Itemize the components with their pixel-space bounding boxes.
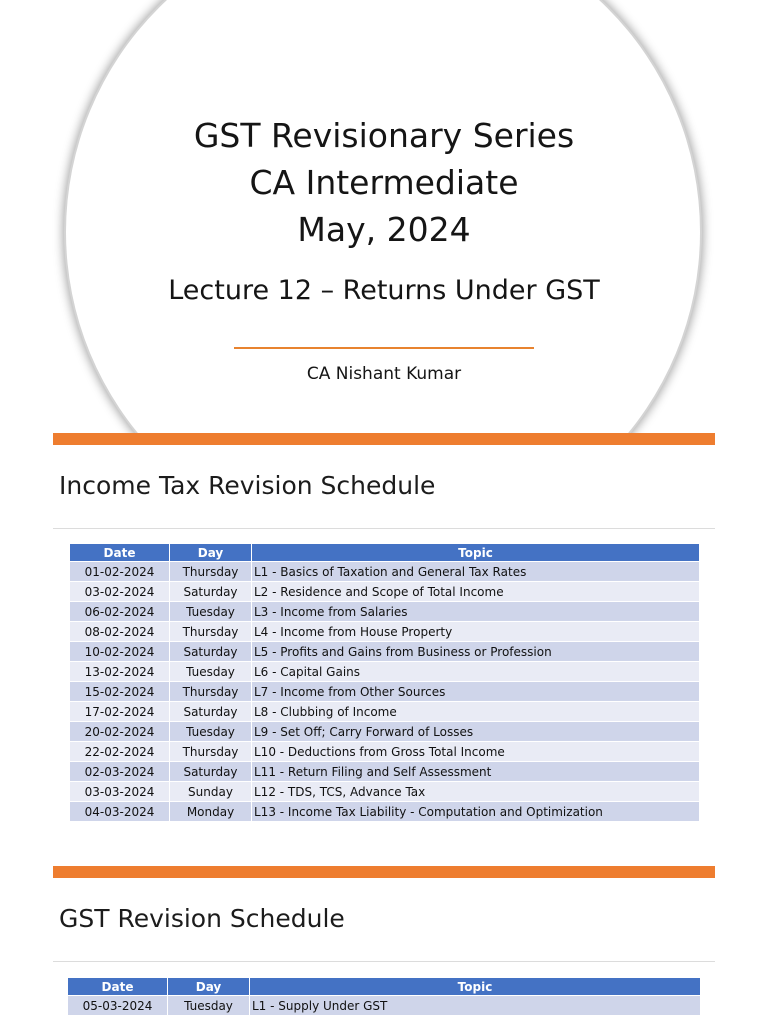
course-title: CA Intermediate — [249, 163, 519, 202]
cell-day: Sunday — [170, 782, 252, 802]
cell-date: 22-02-2024 — [70, 742, 170, 762]
cell-date: 10-02-2024 — [70, 642, 170, 662]
cell-topic: L5 - Profits and Gains from Business or Profession — [252, 642, 700, 662]
cell-day: Saturday — [170, 642, 252, 662]
income-tax-schedule-title: Income Tax Revision Schedule — [59, 471, 436, 500]
cell-topic: L1 - Basics of Taxation and General Tax Rates — [252, 562, 700, 582]
cell-day: Tuesday — [170, 662, 252, 682]
income-tax-slide-accent-bar — [53, 433, 715, 445]
gst-schedule-title: GST Revision Schedule — [59, 904, 345, 933]
cell-day: Saturday — [170, 582, 252, 602]
author-name: CA Nishant Kumar — [306, 364, 462, 384]
table-row — [68, 996, 701, 1016]
cell-day: Thursday — [170, 562, 252, 582]
cell-day: Thursday — [170, 682, 252, 702]
cell-date: 20-02-2024 — [70, 722, 170, 742]
table-row — [70, 662, 700, 682]
cell-topic: L13 - Income Tax Liability - Computation and Optimization — [252, 802, 700, 822]
column-header-topic: Topic — [252, 544, 700, 562]
series-title: GST Revisionary Series — [193, 116, 575, 155]
column-header-day: Day — [170, 544, 252, 562]
cell-day: Saturday — [170, 702, 252, 722]
table-row — [70, 742, 700, 762]
gst-title-rule — [53, 961, 715, 962]
table-row — [70, 582, 700, 602]
exam-session: May, 2024 — [297, 210, 471, 249]
cell-date: 02-03-2024 — [70, 762, 170, 782]
cell-topic: L1 - Supply Under GST — [250, 996, 701, 1016]
income-tax-schedule-table — [69, 543, 700, 822]
table-row — [70, 762, 700, 782]
table-header-row — [68, 978, 701, 996]
table-row — [70, 802, 700, 822]
table-row — [70, 722, 700, 742]
cell-date: 15-02-2024 — [70, 682, 170, 702]
table-row — [70, 602, 700, 622]
table-row — [70, 622, 700, 642]
cell-day: Tuesday — [168, 996, 250, 1016]
cell-day: Tuesday — [170, 602, 252, 622]
cell-topic: L6 - Capital Gains — [252, 662, 700, 682]
table-row — [70, 562, 700, 582]
column-header-date: Date — [70, 544, 170, 562]
cell-topic: L12 - TDS, TCS, Advance Tax — [252, 782, 700, 802]
cell-topic: L3 - Income from Salaries — [252, 602, 700, 622]
column-header-day: Day — [168, 978, 250, 996]
table-row — [70, 782, 700, 802]
cell-date: 04-03-2024 — [70, 802, 170, 822]
column-header-date: Date — [68, 978, 168, 996]
cell-date: 17-02-2024 — [70, 702, 170, 722]
cell-date: 08-02-2024 — [70, 622, 170, 642]
table-row — [70, 702, 700, 722]
cell-day: Thursday — [170, 742, 252, 762]
gst-slide-accent-bar — [53, 866, 715, 878]
cell-date: 03-02-2024 — [70, 582, 170, 602]
cell-date: 01-02-2024 — [70, 562, 170, 582]
gst-schedule-table — [67, 977, 701, 1016]
table-row — [70, 682, 700, 702]
income-tax-title-rule — [53, 528, 715, 529]
cell-topic: L10 - Deductions from Gross Total Income — [252, 742, 700, 762]
cell-topic: L4 - Income from House Property — [252, 622, 700, 642]
cell-day: Monday — [170, 802, 252, 822]
cell-topic: L11 - Return Filing and Self Assessment — [252, 762, 700, 782]
cell-date: 13-02-2024 — [70, 662, 170, 682]
cell-topic: L8 - Clubbing of Income — [252, 702, 700, 722]
cell-topic: L2 - Residence and Scope of Total Income — [252, 582, 700, 602]
column-header-topic: Topic — [250, 978, 701, 996]
cell-day: Saturday — [170, 762, 252, 782]
cell-topic: L7 - Income from Other Sources — [252, 682, 700, 702]
table-header-row — [70, 544, 700, 562]
title-slide — [0, 0, 768, 433]
cell-day: Thursday — [170, 622, 252, 642]
cell-date: 05-03-2024 — [68, 996, 168, 1016]
cell-day: Tuesday — [170, 722, 252, 742]
title-divider — [234, 347, 534, 349]
cell-date: 06-02-2024 — [70, 602, 170, 622]
cell-topic: L9 - Set Off; Carry Forward of Losses — [252, 722, 700, 742]
cell-date: 03-03-2024 — [70, 782, 170, 802]
table-row — [70, 642, 700, 662]
lecture-title: Lecture 12 – Returns Under GST — [168, 275, 600, 306]
